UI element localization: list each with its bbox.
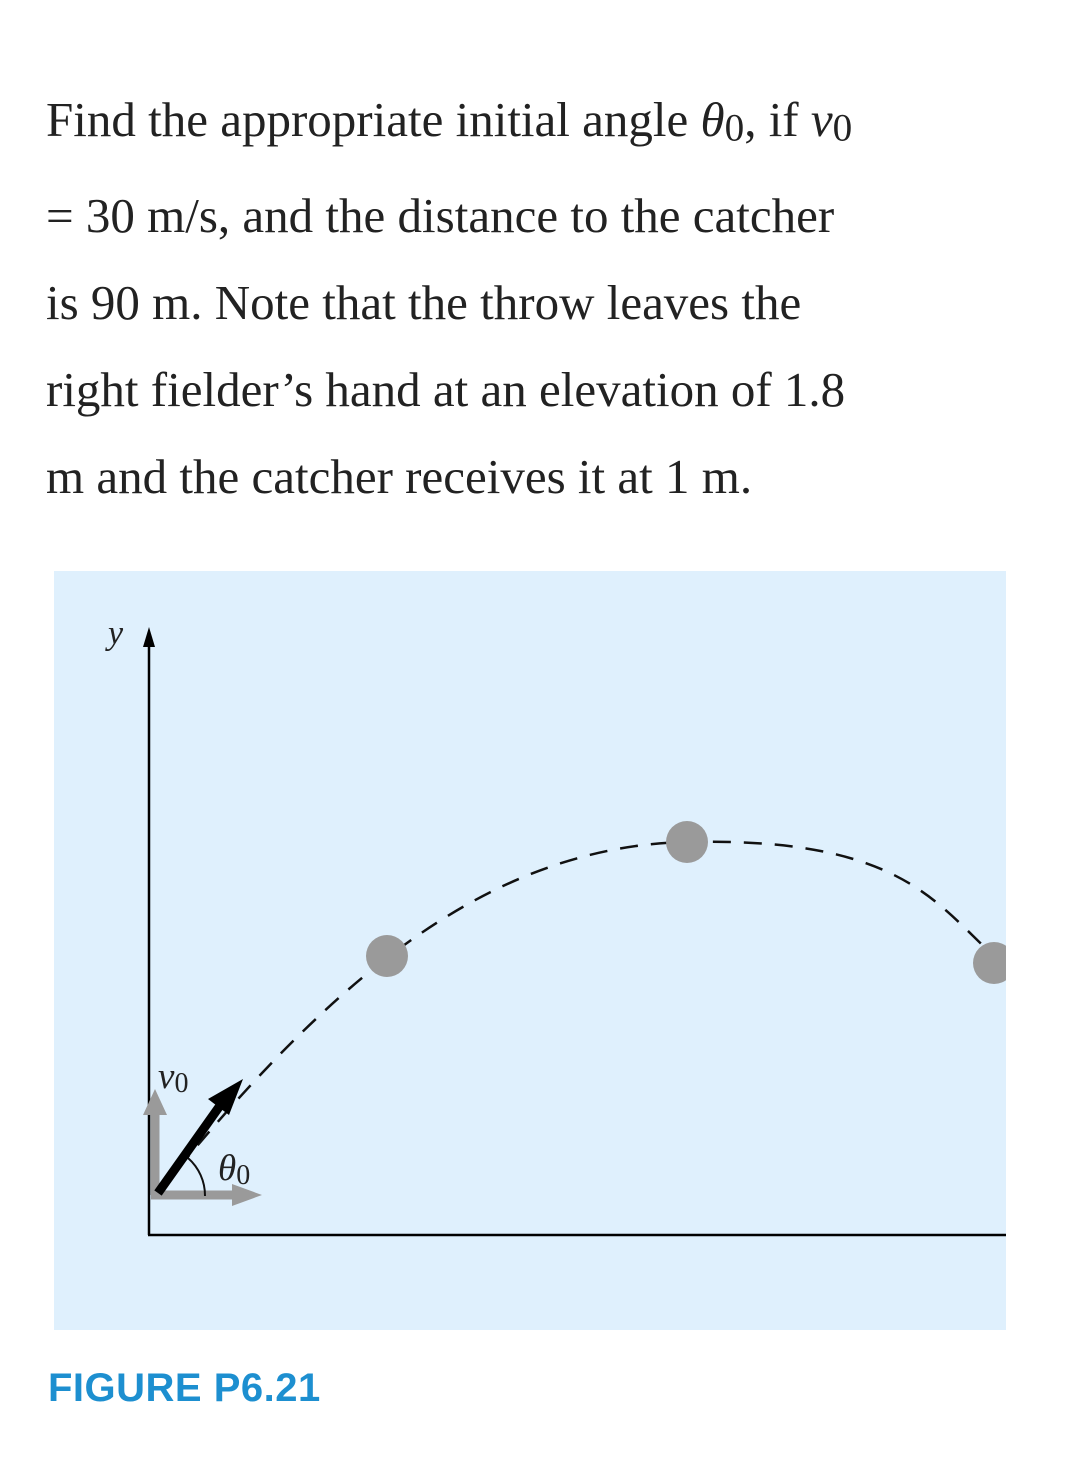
ball-3 xyxy=(973,942,1006,984)
problem-line-4: right fielder’s hand at an elevation of 1.8 xyxy=(46,361,846,417)
problem-line-3: is 90 m. Note that the throw leaves the xyxy=(46,274,802,330)
trajectory-path xyxy=(158,842,994,1193)
ball-1 xyxy=(366,935,408,977)
angle-label: θ0 xyxy=(218,1148,251,1191)
angle-arc xyxy=(188,1158,205,1196)
ball-2 xyxy=(666,821,708,863)
v-symbol: v xyxy=(810,92,833,147)
y-axis-arrowhead xyxy=(143,627,155,647)
trajectory-diagram xyxy=(54,571,1006,1330)
problem-line-2: = 30 m/s, and the distance to the catcher xyxy=(46,187,835,243)
trajectory-figure xyxy=(54,571,1006,1330)
problem-statement xyxy=(46,76,1006,520)
velocity-arrow xyxy=(158,1107,219,1193)
figure-caption: FIGURE P6.21 xyxy=(48,1366,321,1410)
theta-symbol: θ xyxy=(700,92,725,147)
problem-line-1: Find the appropriate initial angle θ0, if v0 xyxy=(46,92,853,150)
y-axis-label: y xyxy=(108,615,124,652)
problem-line-5: m and the catcher receives it at 1 m. xyxy=(46,448,753,504)
v-subscript: 0 xyxy=(832,106,853,150)
theta-subscript: 0 xyxy=(724,106,745,150)
velocity-label: v0 xyxy=(158,1056,189,1099)
